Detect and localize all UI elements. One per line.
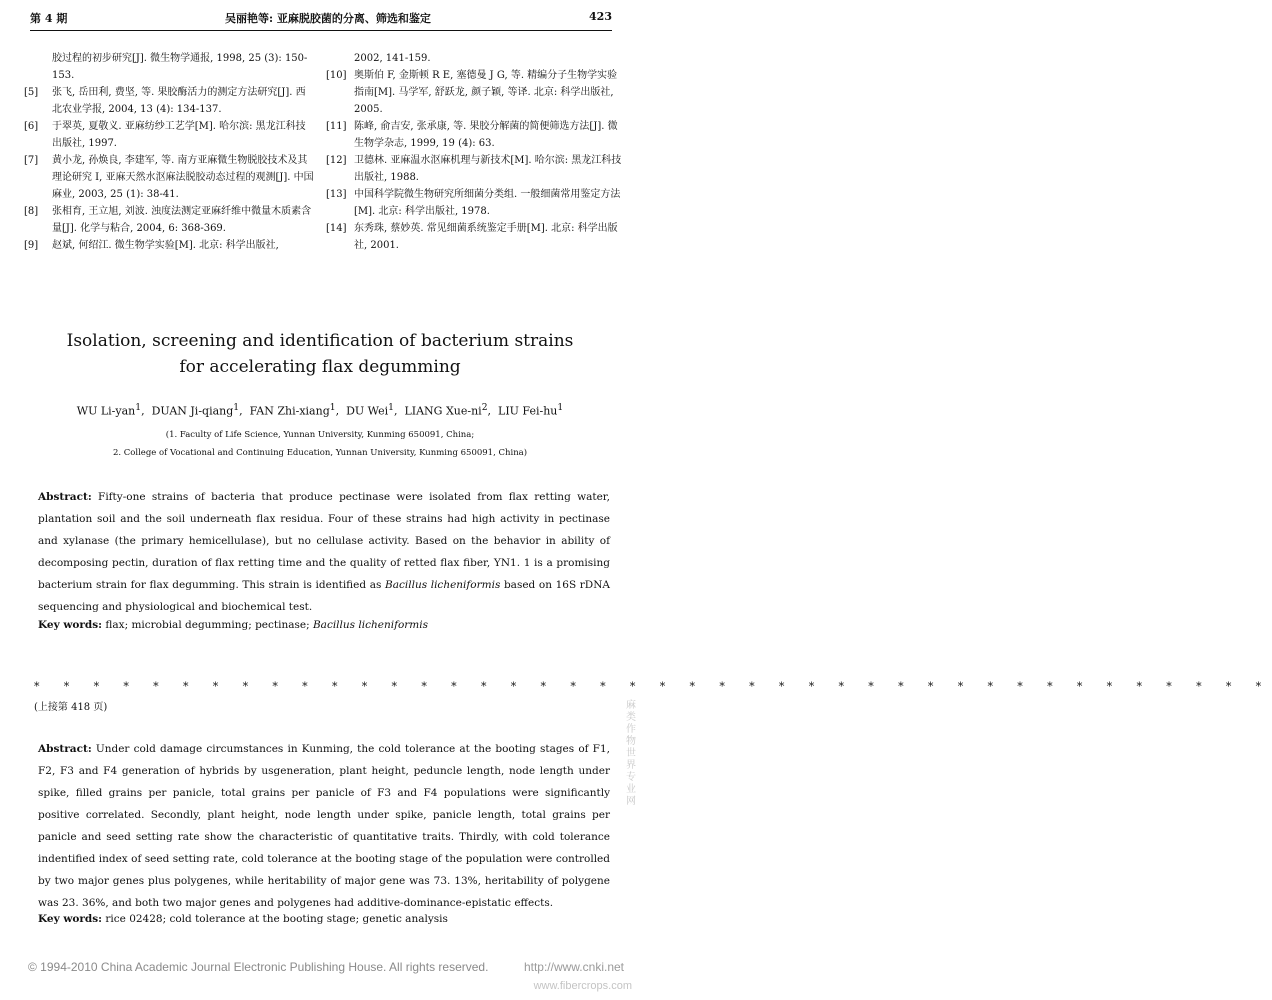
- issue-number: 第 4 期: [30, 12, 68, 25]
- reference-item: [5] 张飞, 岳田利, 费坚, 等. 果胶酶活力的测定方法研究[J]. 西北农业学报, 2004, 13 (4): 134-137.: [24, 87, 306, 115]
- species-name: Bacillus licheniformis: [385, 579, 501, 591]
- author-name: DU Wei: [346, 404, 389, 418]
- keywords-label: Key words:: [38, 619, 103, 631]
- affiliation-1: (1. Faculty of Life Science, Yunnan University, Kunming 650091, China;: [165, 430, 475, 440]
- author-name: DUAN Ji-qiang: [151, 404, 234, 418]
- continued-note: (上接第 418 页): [34, 702, 108, 713]
- reference-item: 2002, 141-159.: [354, 53, 431, 64]
- reference-item: [14] 东秀珠, 蔡妙英. 常见细菌系统鉴定手册[M]. 北京: 科学出版社, 2001.: [326, 223, 618, 251]
- references-right-column: [326, 50, 624, 254]
- reference-item: [6] 于翠英, 夏敬义. 亚麻纺纱工艺学[M]. 哈尔滨: 黑龙江科技出版社, 1997.: [24, 121, 306, 149]
- author-name: LIANG Xue-ni: [404, 404, 482, 418]
- keywords-species: Bacillus licheniformis: [312, 619, 429, 631]
- author-affiliation-mark: 1: [329, 402, 336, 413]
- author-affiliation-mark: 2: [481, 402, 488, 413]
- running-title: 吴丽艳等: 亚麻脱胶菌的分离、筛选和鉴定: [225, 12, 431, 25]
- author-affiliation-mark: 1: [135, 402, 142, 413]
- author-affiliation-mark: 1: [233, 402, 240, 413]
- reference-item: [9] 赵斌, 何绍江. 微生物学实验[M]. 北京: 科学出版社,: [24, 240, 279, 251]
- author-list: WU Li-yan$^1$, DUAN Ji-qiang$^1$, FAN Zhi-xiang$^1$, DU Wei$^1$, LIANG Xue-$ni^2$, LIU Fei-$hu^1$: [76, 402, 564, 418]
- author-name: FAN Zhi-xiang: [249, 404, 330, 418]
- author-affiliation-mark: 1: [557, 402, 564, 413]
- continued-keywords: [38, 908, 610, 930]
- reference-item: [7] 黄小龙, 孙焕良, 李建军, 等. 南方亚麻微生物脱胶技术及其理论研究 I, 亚麻天然水沤麻法脱胶动态过程的观测[J]. 中国麻业, 2003, 25 (1): 38-41.: [24, 155, 314, 200]
- affiliation-2: 2. College of Vocational and Continuing Education, Yunnan University, Kunming 650091, China): [112, 448, 528, 458]
- copyright-footer: © 1994-2010 China Academic Journal Electronic Publishing House. All rights reserved.: [28, 960, 489, 974]
- keywords: [38, 614, 610, 636]
- abstract-label: Abstract:: [38, 743, 92, 755]
- keywords-label: Key words:: [38, 913, 103, 925]
- cnki-link[interactable]: http://www.cnki.net: [523, 960, 624, 974]
- reference-item: [8] 张相育, 王立旭, 刘波. 浊度法测定亚麻纤维中微量木质素含量[J]. 化学与粘合, 2004, 6: 368-369.: [24, 206, 312, 234]
- reference-item: [10] 奥斯伯 F, 金斯顿 R E, 塞德曼 J G, 等. 精编分子生物学实验指南[M]. 马学军, 舒跃龙, 颜子颖, 等译. 北京: 科学出版社, 2005.: [326, 70, 618, 115]
- header-rule: [30, 30, 612, 31]
- references-left-column: [24, 50, 314, 254]
- title-line-1: Isolation, screening and identification of bacterium strains: [66, 331, 574, 351]
- section-separator: * * * * * * * * * * * * * * * * * * * * * * * * * * * * * * * * * * * * * * * * * *: [34, 680, 1272, 693]
- reference-item: [11] 陈峰, 俞吉安, 张承康, 等. 果胶分解菌的简便筛选方法[J]. 微生物学杂志, 1999, 19 (4): 63.: [326, 121, 618, 149]
- watermark-url: www.fibercrops.com: [533, 980, 632, 992]
- reference-item: [12] 卫德林. 亚麻温水沤麻机理与新技术[M]. 哈尔滨: 黑龙江科技出版社, 1988.: [326, 155, 622, 183]
- running-header: [30, 6, 612, 32]
- author-name: WU Li-yan: [76, 404, 136, 418]
- abstract-label: Abstract:: [38, 491, 92, 503]
- page-number: 423: [589, 10, 612, 23]
- reference-item: 胶过程的初步研究[J]. 微生物学通报, 1998, 25 (3): 150-153.: [52, 53, 308, 81]
- author-affiliation-mark: 1: [388, 402, 394, 413]
- watermark-text: 麻类作物世界专业网: [626, 700, 636, 807]
- article-title: [40, 328, 600, 380]
- continued-abstract: [38, 738, 610, 914]
- abstract-text-end: based on 16S rDNA sequencing and physiological and biochemical test.: [38, 579, 610, 613]
- keywords-text: rice 02428; cold tolerance at the booting stage; genetic analysis: [102, 913, 448, 925]
- author-name: LIU Fei-hu: [498, 404, 558, 418]
- keywords-text: flax; microbial degumming; pectinase;: [102, 619, 313, 631]
- reference-item: [13] 中国科学院微生物研究所细菌分类组. 一般细菌常用鉴定方法[M]. 北京: 科学出版社, 1978.: [326, 189, 621, 217]
- abstract-text: Under cold damage circumstances in Kunming, the cold tolerance at the booting stages of F1, F2, F3 and F4 generation of hybrids by usgeneration, plant height, peduncle length, node length under spike, filled grains per panicle, total grains per panicle of F3 and F4 populations were significantly positive correlated. Secondly, plant height, node length under spike, panicle length, total grains per panicle and seed setting rate show the characteristic of quantitative traits. Thirdly, with cold tolerance indentified index of seed setting rate, cold tolerance at the booting stage of the population were controlled by two major genes plus polygenes, while heritability of major gene was 73. 13%, heritability of polygene was 23. 36%, and both two major genes and polygenes had additive-dominance-epistatic effects.: [38, 743, 610, 909]
- english-abstract: [38, 486, 610, 618]
- title-line-2: for accelerating flax degumming: [179, 357, 461, 377]
- abstract-text: Fifty-one strains of bacteria that produce pectinase were isolated from flax retting water, plantation soil and the soil underneath flax residua. Four of these strains had high activity in pectinase and xylanase (the primary hemicellulase), but no cellulase activity. Based on the behavior in ability of decomposing pectin, duration of flax retting time and the quality of retted flax fiber, YN1. 1 is a promising bacterium strain for flax degumming. This strain is identified as: [38, 491, 610, 591]
